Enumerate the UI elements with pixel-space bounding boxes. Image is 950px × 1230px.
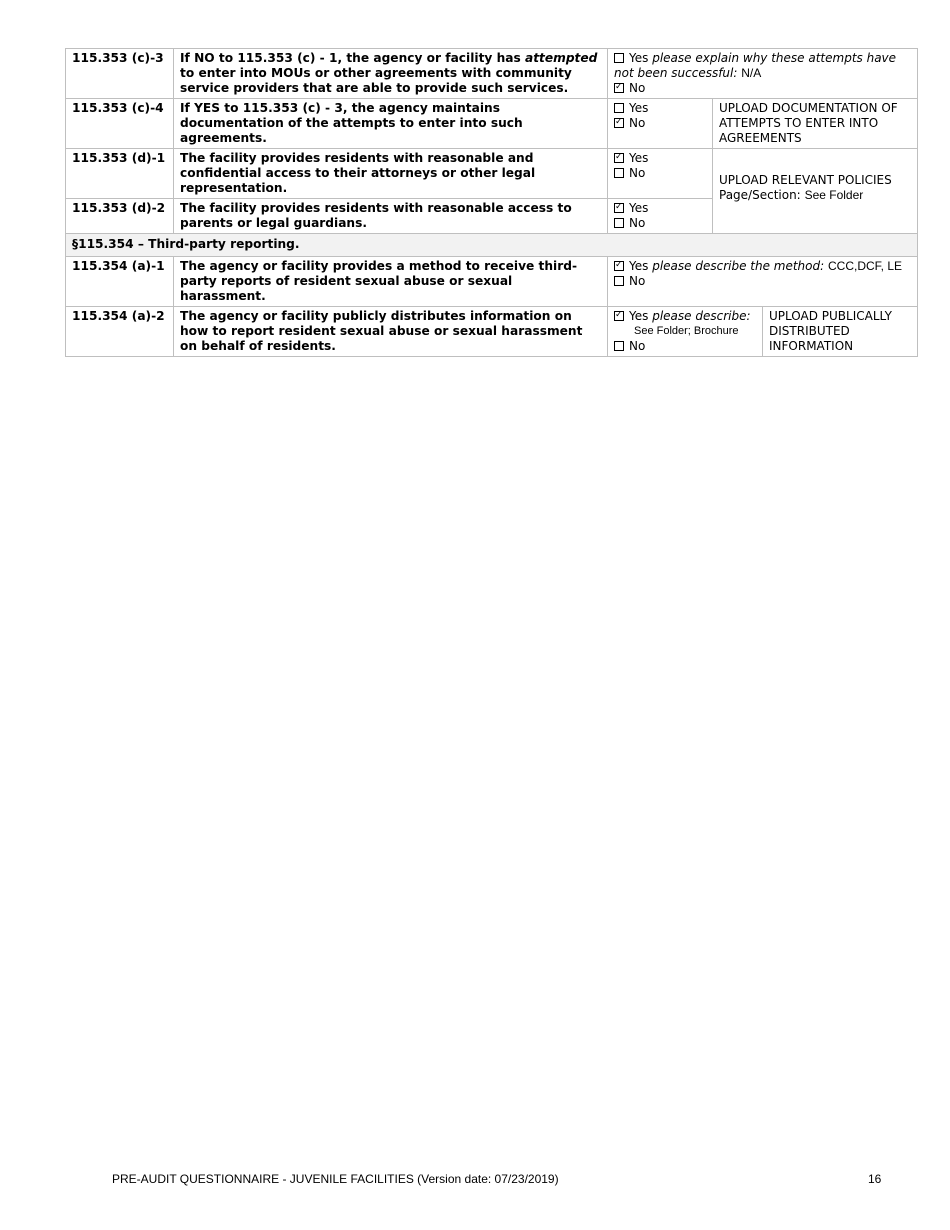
yes-prompt: please describe:: [652, 309, 751, 323]
upload-documentation-label[interactable]: UPLOAD DOCUMENTATION OF ATTEMPTS TO ENTER INTO AGREEMENTS: [713, 99, 918, 149]
yes-checkbox[interactable]: [614, 261, 624, 271]
no-checkbox[interactable]: [614, 118, 624, 128]
yes-checkbox[interactable]: [614, 153, 624, 163]
yes-checkbox[interactable]: [614, 53, 624, 63]
no-label: No: [629, 216, 646, 230]
yes-label: Yes: [629, 101, 649, 115]
footer-title: PRE-AUDIT QUESTIONNAIRE - JUVENILE FACILITIES (Version date: 07/23/2019): [112, 1172, 559, 1186]
yes-prompt: please explain why these attempts have not been successful:: [614, 51, 897, 80]
table-row: [66, 257, 918, 307]
yes-label: Yes: [629, 151, 649, 165]
method-input[interactable]: CCC,DCF, LE: [828, 259, 903, 273]
no-checkbox[interactable]: [614, 168, 624, 178]
yes-checkbox[interactable]: [614, 311, 624, 321]
page-section-label: Page/Section:: [719, 188, 801, 202]
provision-text: The facility provides residents with reasonable and confidential access to their attorneys or other legal representation.: [174, 149, 608, 199]
describe-input[interactable]: See Folder; Brochure: [634, 325, 739, 337]
no-label: No: [629, 81, 646, 95]
questionnaire-table: [65, 48, 918, 357]
answer-cell: [608, 99, 713, 149]
upload-policies-cell: [713, 149, 918, 234]
provision-id: 115.353 (d)-2: [66, 199, 174, 234]
answer-cell: [608, 49, 918, 99]
yes-label: Yes: [629, 201, 649, 215]
provision-id: 115.353 (d)-1: [66, 149, 174, 199]
yes-label: Yes: [629, 259, 649, 273]
provision-text: The agency or facility publicly distributes information on how to report resident sexual abuse or sexual harassment on behalf of residents.: [174, 307, 608, 357]
table-row: [66, 99, 918, 149]
page-number: 16: [868, 1172, 882, 1186]
answer-cell: [608, 149, 713, 199]
answer-cell: [608, 307, 763, 357]
no-label: No: [629, 116, 646, 130]
table-row: [66, 49, 918, 99]
yes-label: Yes: [629, 309, 649, 323]
provision-text: If NO to 115.353 (c) - 1, the agency or facility has attempted to enter into MOUs or other agreements with community service providers that are able to provide such services.: [174, 49, 608, 99]
no-checkbox[interactable]: [614, 83, 624, 93]
provision-id: 115.354 (a)-2: [66, 307, 174, 357]
page-section-input[interactable]: See Folder: [804, 188, 864, 202]
no-label: No: [629, 166, 646, 180]
provision-text: The agency or facility provides a method to receive third-party reports of resident sexual abuse or sexual harassment.: [174, 257, 608, 307]
provision-text: The facility provides residents with reasonable access to parents or legal guardians.: [174, 199, 608, 234]
table-row: [66, 149, 918, 199]
upload-public-info-label[interactable]: UPLOAD PUBLICALLY DISTRIBUTED INFORMATION: [763, 307, 918, 357]
yes-checkbox[interactable]: [614, 203, 624, 213]
no-checkbox[interactable]: [614, 341, 624, 351]
no-label: No: [629, 274, 646, 288]
no-label: No: [629, 339, 646, 353]
no-checkbox[interactable]: [614, 218, 624, 228]
upload-policies-label[interactable]: UPLOAD RELEVANT POLICIES: [719, 173, 892, 187]
provision-id: 115.353 (c)-4: [66, 99, 174, 149]
answer-cell: [608, 257, 918, 307]
yes-checkbox[interactable]: [614, 103, 624, 113]
provision-id: 115.354 (a)-1: [66, 257, 174, 307]
no-checkbox[interactable]: [614, 276, 624, 286]
provision-text: If YES to 115.353 (c) - 3, the agency maintains documentation of the attempts to enter into such agreements.: [174, 99, 608, 149]
provision-id: 115.353 (c)-3: [66, 49, 174, 99]
table-row: [66, 307, 918, 357]
answer-cell: [608, 199, 713, 234]
explanation-input[interactable]: N/A: [741, 66, 762, 80]
yes-label: Yes: [629, 51, 649, 65]
section-title: §115.354 – Third-party reporting.: [66, 234, 918, 257]
section-header-row: [66, 234, 918, 257]
yes-prompt: please describe the method:: [652, 259, 825, 273]
